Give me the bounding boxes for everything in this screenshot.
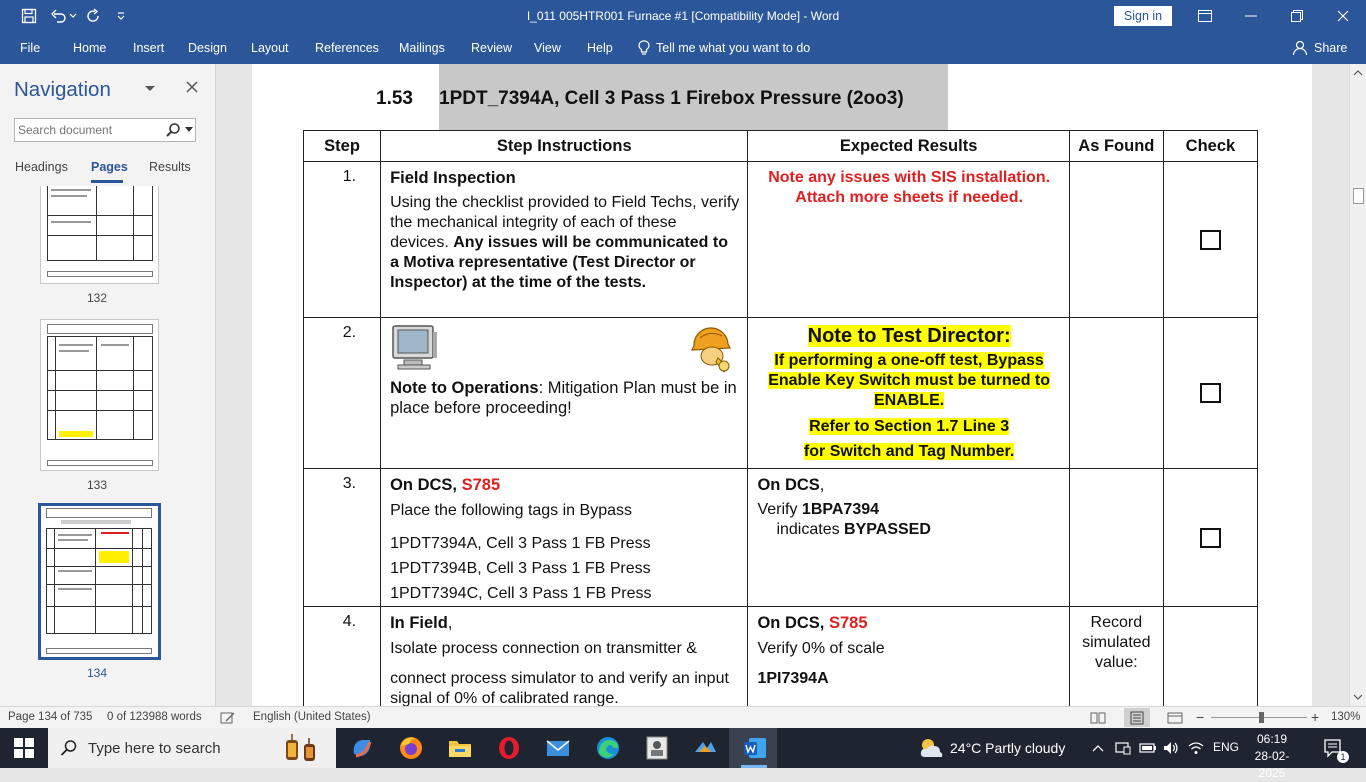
proofing-icon[interactable]: [220, 711, 236, 725]
search-icon[interactable]: [165, 122, 181, 138]
checkbox[interactable]: [1200, 528, 1221, 548]
share-label: Share: [1314, 41, 1348, 55]
scroll-down-icon[interactable]: [1350, 690, 1366, 704]
tab-design[interactable]: Design: [188, 41, 227, 55]
ops-note-text: : Mitigation Plan must be in place before proceeding!: [390, 379, 737, 417]
step-instructions: [381, 162, 748, 318]
col-expected: Expected Results: [748, 131, 1069, 162]
test-director-ref-1: Refer to Section 1.7 Line 3: [809, 418, 1010, 435]
navigation-close-icon[interactable]: [184, 79, 200, 95]
zoom-slider-thumb[interactable]: [1259, 712, 1264, 723]
page-number-134: 134: [86, 666, 108, 680]
copilot-icon[interactable]: [348, 734, 376, 762]
undo-dropdown-icon[interactable]: [68, 0, 78, 32]
as-found-cell[interactable]: [1069, 162, 1163, 318]
network-icon[interactable]: [1115, 741, 1131, 755]
nav-tab-headings[interactable]: Headings: [15, 160, 68, 174]
simulator-instruction: connect process simulator to and verify an input signal of 0% of calibrated range.: [390, 670, 729, 706]
step-number: 4.: [304, 607, 381, 707]
indicates-label: indicates: [776, 521, 845, 538]
bypass-tag: 1BPA7394: [801, 501, 880, 518]
bypass-state: BYPASSED: [844, 521, 931, 538]
partly-cloudy-icon: [918, 737, 944, 759]
inspection-note: Any issues will be communicated to a Motiva representative (Test Director or Inspector) at the time of the tests.: [390, 234, 728, 291]
taskbar-search-placeholder: Type here to search: [88, 740, 221, 757]
on-dcs-label: On DCS: [390, 476, 453, 494]
expected-results: [748, 469, 1069, 607]
customize-quick-access-icon[interactable]: [114, 0, 128, 32]
tag-item: 1PDT7394A, Cell 3 Pass 1 FB Press: [390, 535, 651, 552]
search-icon: [60, 739, 78, 757]
wifi-icon[interactable]: [1188, 741, 1204, 755]
step-number: 2.: [304, 318, 381, 469]
ribbon-display-options-icon[interactable]: [1182, 0, 1228, 32]
tag-list: [390, 531, 739, 606]
person-icon: [1292, 40, 1308, 56]
firefox-icon[interactable]: [397, 734, 425, 762]
nav-tab-pages[interactable]: Pages: [91, 160, 128, 174]
restore-icon[interactable]: [1274, 0, 1320, 32]
volume-icon[interactable]: [1163, 741, 1179, 755]
on-dcs-label: On DCS: [757, 476, 820, 494]
taskbar: [0, 728, 1366, 780]
dcs-system: S785: [828, 614, 868, 632]
lantern-decoration-icon: [278, 732, 324, 766]
expected-results: [748, 318, 1069, 469]
page-thumbnail-133[interactable]: [40, 319, 159, 471]
record-value-label: Record simulated value:: [1082, 614, 1151, 671]
step-instructions: [381, 607, 748, 707]
sign-in-button[interactable]: Sign in: [1114, 6, 1172, 26]
show-hidden-icons[interactable]: [1092, 744, 1104, 752]
scrollbar-thumb[interactable]: [1353, 188, 1364, 204]
lightbulb-icon: [638, 40, 650, 56]
nav-tab-results[interactable]: Results: [149, 160, 191, 174]
field-inspection-title: Field Inspection: [390, 169, 516, 187]
window-title: I_011 005HTR001 Furnace #1 [Compatibility Mode] - Word: [526, 9, 840, 23]
tab-mailings[interactable]: Mailings: [399, 41, 445, 55]
table-row: [304, 469, 1258, 607]
checkbox[interactable]: [1200, 383, 1221, 403]
tab-help[interactable]: Help: [587, 41, 613, 55]
check-cell: [1163, 318, 1257, 469]
expected-results: [748, 162, 1069, 318]
redo-icon[interactable]: [84, 0, 102, 32]
verify-scale: Verify 0% of scale: [757, 640, 885, 657]
page-thumbnail-132[interactable]: [40, 186, 159, 284]
test-director-text: If performing a one-off test, Bypass Enable Key Switch must be turned to ENABLE.: [768, 352, 1051, 409]
col-instructions: Step Instructions: [381, 131, 748, 162]
status-bar: [0, 706, 1366, 728]
navigation-options-icon[interactable]: [144, 84, 156, 94]
document-page[interactable]: [252, 64, 1312, 706]
col-as-found: As Found: [1069, 131, 1163, 162]
word-icon[interactable]: [741, 734, 769, 762]
clock-time: 06:19: [1256, 732, 1288, 746]
bypass-instruction: Place the following tags in Bypass: [390, 502, 632, 519]
save-icon[interactable]: [18, 0, 40, 32]
tab-home[interactable]: Home: [73, 41, 107, 55]
inspection-text: Using the checklist provided to Field Techs, verify the mechanical integrity of each of these devices.: [390, 194, 740, 251]
share-button[interactable]: [1292, 32, 1347, 64]
table-row: [304, 318, 1258, 469]
navigation-title: Navigation: [14, 78, 111, 101]
comma: ,: [819, 476, 825, 494]
procedure-table: [303, 130, 1258, 706]
isolate-instruction: Isolate process connection on transmitter &: [390, 640, 697, 657]
battery-icon[interactable]: [1139, 742, 1157, 754]
table-row: [304, 607, 1258, 707]
expected-results: [748, 607, 1069, 707]
navigation-search-box: [14, 118, 196, 142]
opera-icon[interactable]: [495, 734, 523, 762]
page-thumbnails: [0, 186, 216, 706]
tell-me-box[interactable]: [638, 32, 810, 64]
web-layout-icon[interactable]: [1167, 711, 1183, 725]
undo-icon[interactable]: [48, 0, 70, 32]
comma: ,: [819, 614, 825, 632]
word-count[interactable]: 0 of 123988 words: [107, 711, 202, 723]
tab-review[interactable]: Review: [471, 41, 512, 55]
in-field-label: In Field: [390, 614, 448, 632]
step-number: 1.: [304, 162, 381, 318]
section-heading: [252, 64, 1312, 130]
computer-monitor-icon: [390, 324, 440, 372]
tab-insert[interactable]: Insert: [133, 41, 165, 55]
close-icon[interactable]: [1320, 0, 1366, 32]
heading-number: 1.53: [376, 88, 413, 109]
as-found-cell[interactable]: [1069, 607, 1163, 707]
table-row: [304, 162, 1258, 318]
expected-note: Note any issues with SIS installation. Attach more sheets if needed.: [768, 169, 1051, 206]
navigation-pane: [0, 64, 216, 706]
checkbox[interactable]: [1200, 230, 1221, 250]
weather-app-icon[interactable]: [691, 734, 719, 762]
check-cell: [1163, 469, 1257, 607]
page-count[interactable]: Page 134 of 735: [8, 711, 93, 723]
file-explorer-icon[interactable]: [446, 734, 474, 762]
dcs-system: S785: [461, 476, 501, 494]
weather-widget[interactable]: [918, 728, 1065, 768]
step-instructions: [381, 318, 748, 469]
verify-label: Verify: [757, 501, 802, 518]
as-found-cell[interactable]: [1069, 318, 1163, 469]
page-thumbnail-134[interactable]: [38, 503, 161, 660]
minimize-icon[interactable]: [1228, 0, 1274, 32]
indicator-tag: 1PI7394A: [757, 670, 829, 687]
on-dcs-label: On DCS: [757, 614, 820, 632]
print-layout-icon[interactable]: [1129, 711, 1145, 725]
title-bar: [0, 0, 1366, 32]
col-check: Check: [1163, 131, 1257, 162]
clock-date: 28-02-2025: [1254, 749, 1290, 780]
document-area: [217, 64, 1349, 706]
col-step: Step: [304, 131, 381, 162]
windows-start-icon[interactable]: [14, 738, 34, 758]
tag-item: 1PDT7394C, Cell 3 Pass 1 FB Press: [390, 585, 652, 602]
input-language[interactable]: ENG: [1213, 740, 1240, 754]
check-cell: [1163, 162, 1257, 318]
ribbon-tabs: [0, 32, 1366, 64]
page-number-132: 132: [86, 291, 108, 305]
mail-icon[interactable]: [544, 734, 572, 762]
tell-me-text: Tell me what you want to do: [656, 41, 811, 55]
tag-item: 1PDT7394B, Cell 3 Pass 1 FB Press: [390, 560, 651, 577]
test-director-title: Note to Test Director:: [807, 325, 1011, 347]
zoom-level[interactable]: 130%: [1331, 711, 1361, 723]
comma: ,: [452, 476, 458, 494]
notification-count: 1: [1337, 751, 1349, 763]
check-cell: [1163, 607, 1257, 707]
tab-layout[interactable]: Layout: [251, 41, 289, 55]
read-mode-icon[interactable]: [1090, 711, 1106, 725]
tab-file[interactable]: File: [20, 41, 41, 55]
comma: ,: [447, 614, 453, 632]
table-header-row: [304, 131, 1258, 162]
zoom-in-icon[interactable]: +: [1311, 709, 1320, 725]
tab-references[interactable]: References: [315, 41, 379, 55]
edge-icon[interactable]: [594, 734, 622, 762]
scroll-up-icon[interactable]: [1350, 66, 1366, 80]
step-instructions: [381, 469, 748, 607]
weather-text: 24°C Partly cloudy: [950, 740, 1066, 756]
as-found-cell[interactable]: [1069, 469, 1163, 607]
search-options-icon[interactable]: [185, 127, 193, 133]
clock[interactable]: [1248, 731, 1296, 782]
navigation-search-input[interactable]: [15, 119, 161, 141]
nav-tab-underline: [91, 180, 123, 183]
test-director-ref-2: for Switch and Tag Number.: [803, 443, 1015, 460]
step-number: 3.: [304, 469, 381, 607]
ops-note-label: Note to Operations: [390, 379, 539, 397]
zoom-out-icon[interactable]: −: [1196, 709, 1205, 725]
hard-hat-worker-icon: [688, 322, 736, 374]
app-icon[interactable]: [643, 734, 671, 762]
vertical-scrollbar[interactable]: [1349, 64, 1366, 706]
tab-view[interactable]: View: [534, 41, 561, 55]
language-indicator[interactable]: English (United States): [253, 711, 371, 723]
page-number-133: 133: [86, 478, 108, 492]
heading-text[interactable]: 1PDT_7394A, Cell 3 Pass 1 Firebox Pressure (2oo3): [439, 88, 904, 109]
taskbar-search-box[interactable]: [48, 728, 336, 768]
